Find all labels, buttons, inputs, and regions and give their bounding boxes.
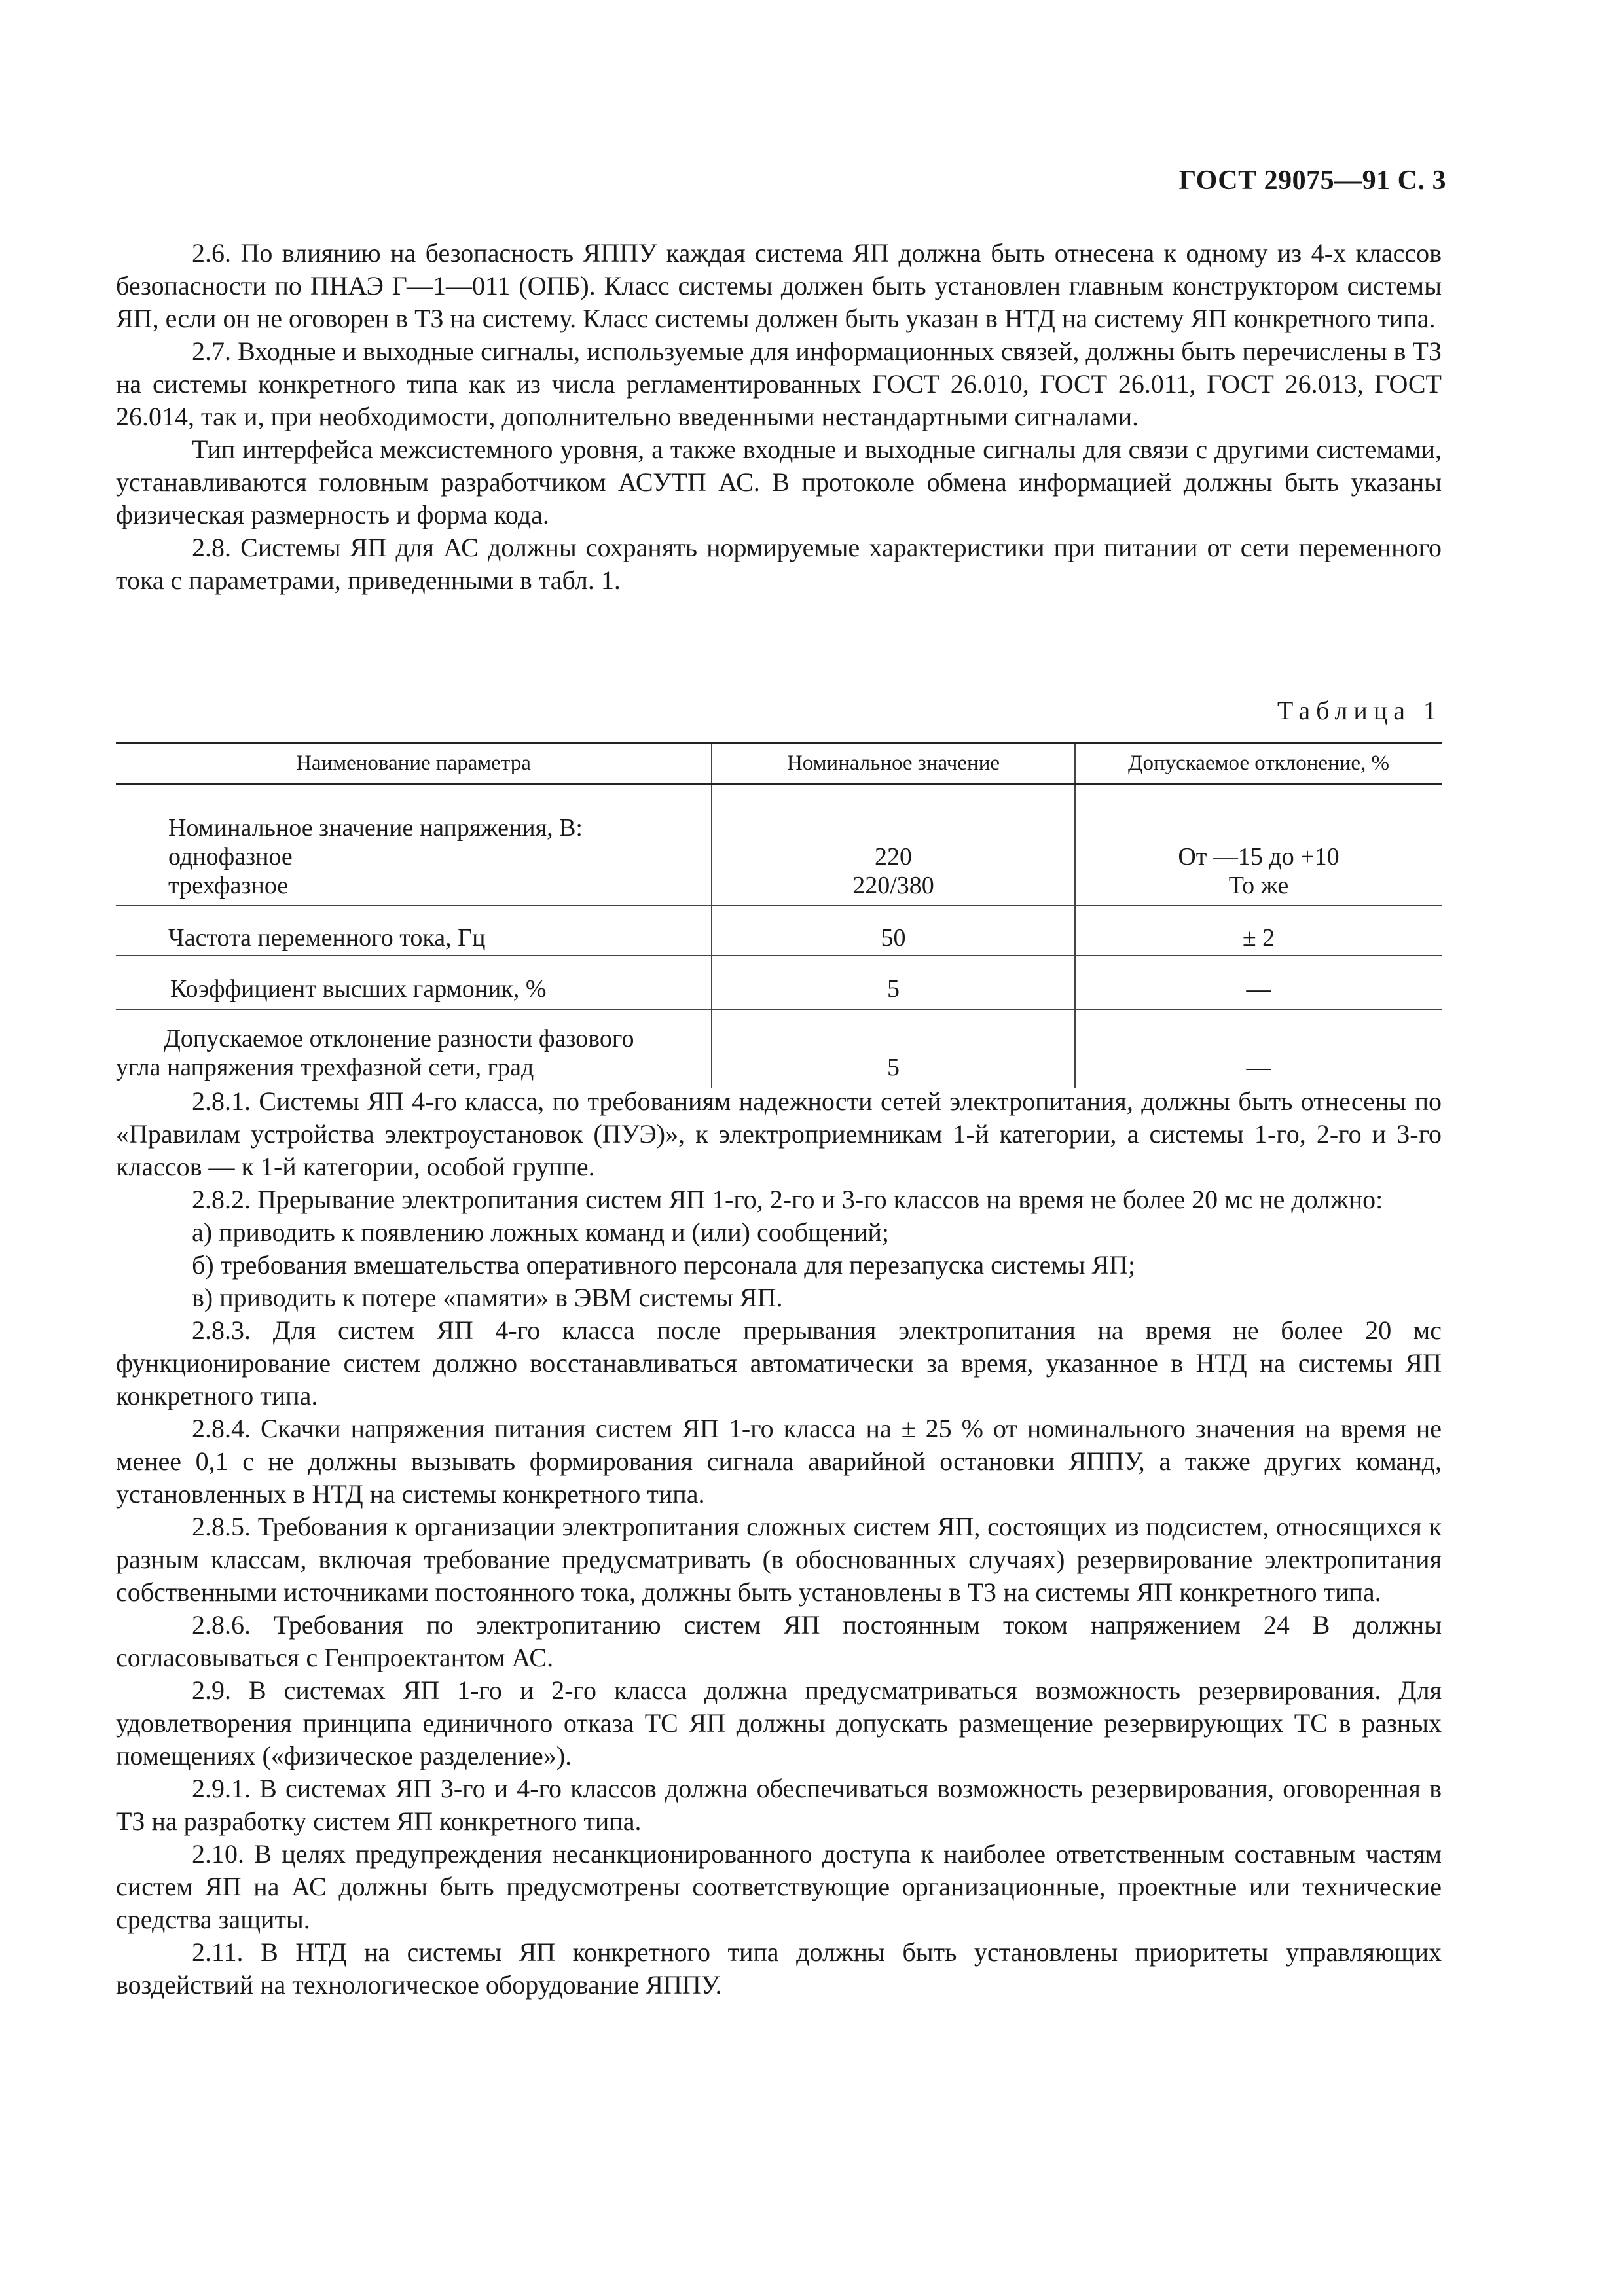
nominal-cell bbox=[712, 784, 1075, 906]
paragraphs-top bbox=[116, 237, 1442, 597]
paragraphs-bottom bbox=[116, 1085, 1442, 2001]
deviation-cell bbox=[1075, 784, 1442, 906]
paragraph-2-9: 2.9. В системах ЯП 1-го и 2-го класса должна предусматриваться возможность резервирования. Для удовлетворения принципа единичного отказа ТС ЯП должны допускать размещение резервирующих ТС в разных помещениях («физическое разделение»). bbox=[116, 1676, 1442, 1770]
deviation-cell bbox=[1075, 906, 1442, 956]
param-line: Допускаемое отклонение разности фазового bbox=[164, 1025, 634, 1052]
list-item-a: а) приводить к появлению ложных команд и (или) сообщений; bbox=[192, 1217, 889, 1247]
header-allowed-deviation: Допускаемое отклонение, % bbox=[1075, 743, 1442, 784]
deviation-cell bbox=[1075, 956, 1442, 1009]
paragraph-2-10: 2.10. В целях предупреждения несанкционированного доступа к наиболее ответственным составным частям систем ЯП на АС должны быть предусмотрены соответствующие организационные, проектные или технические средства защиты. bbox=[116, 1839, 1442, 1934]
param-line: Коэффициент высших гармоник, % bbox=[170, 975, 547, 1003]
parameters-table bbox=[116, 742, 1442, 1088]
param-cell bbox=[116, 1009, 712, 1088]
param-line: угла напряжения трехфазной сети, град bbox=[116, 1054, 534, 1081]
deviation-line: — bbox=[1246, 975, 1271, 1003]
param-cell bbox=[116, 956, 712, 1009]
table-row bbox=[116, 906, 1442, 956]
table-row bbox=[116, 956, 1442, 1009]
param-line: трехфазное bbox=[168, 872, 289, 899]
paragraph-2-8-1: 2.8.1. Системы ЯП 4-го класса, по требованиям надежности сетей электропитания, должны быть отнесены по «Правилам устройства электроустановок (ПУЭ)», к электроприемникам 1-й категории, а системы 1-го, 2-го и 3-го классов — к 1-й категории, особой группе. bbox=[116, 1086, 1442, 1181]
nominal-line: 5 bbox=[887, 1054, 900, 1081]
nominal-cell bbox=[712, 906, 1075, 956]
header-parameter-name: Наименование параметра bbox=[116, 743, 712, 784]
param-cell bbox=[116, 784, 712, 906]
paragraph-2-8: 2.8. Системы ЯП для АС должны сохранять нормируемые характеристики при питании от сети переменного тока с параметрами, приведенными в табл. 1. bbox=[116, 533, 1442, 595]
param-line: Номинальное значение напряжения, В: bbox=[168, 814, 583, 842]
nominal-line: 50 bbox=[881, 924, 906, 952]
param-cell bbox=[116, 906, 712, 956]
deviation-line: ± 2 bbox=[1242, 924, 1275, 952]
nominal-line: 220 bbox=[875, 843, 912, 870]
paragraph-2-11: 2.11. В НТД на системы ЯП конкретного типа должны быть установлены приоритеты управляющих воздействий на технологическое оборудование ЯППУ. bbox=[116, 1937, 1442, 2000]
table-header-row bbox=[116, 743, 1442, 784]
table-caption: Таблица 1 bbox=[1277, 696, 1442, 725]
deviation-line: То же bbox=[1228, 872, 1289, 899]
nominal-cell bbox=[712, 956, 1075, 1009]
list-item-b: б) требования вмешательства оперативного персонала для перезапуска системы ЯП; bbox=[192, 1250, 1136, 1280]
nominal-line: 5 bbox=[887, 975, 900, 1003]
page-header: ГОСТ 29075—91 С. 3 bbox=[1178, 166, 1446, 196]
paragraph-interface: Тип интерфейса межсистемного уровня, а также входные и выходные сигналы для связи с другими системами, устанавливаются головным разработчиком АСУТП АС. В протоколе обмена информацией должны быть указаны физическая размерность и форма кода. bbox=[116, 435, 1442, 529]
paragraph-2-8-6: 2.8.6. Требования по электропитанию систем ЯП постоянным током напряжением 24 В должны согласовываться с Генпроектантом АС. bbox=[116, 1610, 1442, 1672]
paragraph-2-8-5: 2.8.5. Требования к организации электропитания сложных систем ЯП, состоящих из подсистем, относящихся к разным классам, включая требование предусматривать (в обоснованных случаях) резервирование электропитания собственными источниками постоянного тока, должны быть установлены в ТЗ на системы ЯП конкретного типа. bbox=[116, 1512, 1442, 1607]
paragraph-2-9-1: 2.9.1. В системах ЯП 3-го и 4-го классов должна обеспечиваться возможность резервирования, оговоренная в ТЗ на разработку систем ЯП конкретного типа. bbox=[116, 1774, 1442, 1836]
list-item-c: в) приводить к потере «памяти» в ЭВМ системы ЯП. bbox=[192, 1283, 783, 1312]
param-line: Частота переменного тока, Гц bbox=[168, 924, 486, 952]
paragraph-2-8-3: 2.8.3. Для систем ЯП 4-го класса после прерывания электропитания на время не более 20 мс функционирование систем должно восстанавливаться автоматически за время, указанное в НТД на системы ЯП конкретного типа. bbox=[116, 1316, 1442, 1410]
deviation-cell bbox=[1075, 1009, 1442, 1088]
paragraph-2-8-2: 2.8.2. Прерывание электропитания систем ЯП 1-го, 2-го и 3-го классов на время не более 20 мс не должно: bbox=[192, 1185, 1383, 1214]
nominal-cell bbox=[712, 1009, 1075, 1088]
header-nominal-value: Номинальное значение bbox=[712, 743, 1075, 784]
table-row bbox=[116, 784, 1442, 906]
paragraph-2-8-4: 2.8.4. Скачки напряжения питания систем ЯП 1-го класса на ± 25 % от номинального значения на время не менее 0,1 с не должны вызывать формирования сигнала аварийной остановки ЯППУ, а также других команд, установленных в НТД на системы конкретного типа. bbox=[116, 1414, 1442, 1509]
paragraph-2-6: 2.6. По влиянию на безопасность ЯППУ каждая система ЯП должна быть отнесена к одному из 4-х классов безопасности по ПНАЭ Г—1—011 (ОПБ). Класс системы должен быть установлен главным конструктором системы ЯП, если он не оговорен в ТЗ на систему. Класс системы должен быть указан в НТД на систему ЯП конкретного типа. bbox=[116, 238, 1442, 333]
param-line: однофазное bbox=[168, 843, 293, 870]
table-row bbox=[116, 1009, 1442, 1088]
nominal-line: 220/380 bbox=[852, 872, 934, 899]
paragraph-2-7: 2.7. Входные и выходные сигналы, используемые для информационных связей, должны быть перечислены в ТЗ на системы конкретного типа как из числа регламентированных ГОСТ 26.010, ГОСТ 26.011, ГОСТ 26.013, ГОСТ 26.014, так и, при необходимости, дополнительно введенными нестандартными сигналами. bbox=[116, 336, 1442, 431]
deviation-line: — bbox=[1246, 1054, 1271, 1081]
deviation-line: От —15 до +10 bbox=[1178, 843, 1340, 870]
